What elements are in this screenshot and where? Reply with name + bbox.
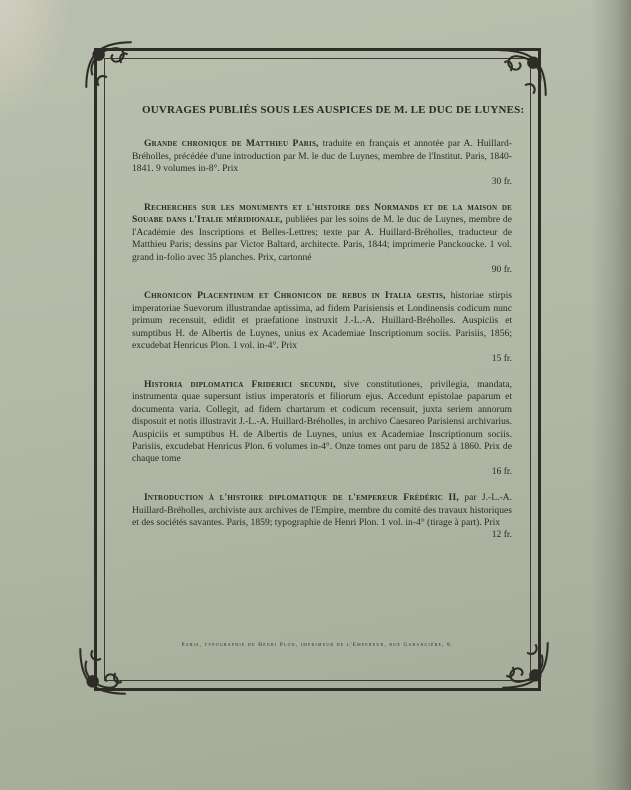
entry-text: historiae stirpis imperatoriae Suevorum illustrandae aptissima, ad fidem Parisiensis et Londinensis codicum nunc primum recensuit, edidit et praefatione instruxit J.-L.-A. Huillard-Bréholles. Auspiciis et sumptibus H. de Albertis de Luynes, unius ex Academiae Inscriptionum sociis. Parisiis, 1856; excudebat Henricus Plon. 1 vol. in-4°. Prix <box>132 290 512 352</box>
catalogue-entry <box>132 202 512 276</box>
entry-price: 12 fr. <box>491 529 512 541</box>
entry-text: sive constitutiones, privilegia, mandata, instrumenta quae supersunt istius imperatoris et filiorum ejus. Accedunt epistolae paparum et documenta varia. Collegit, ad fidem chartarum et codicum recensuit, juxta seriem annorum disposuit et notis illustravit J.-L.-A. Huillard-Bréholles, in archivo Caesareo Parisiensi archivarius. Auspiciis et sumptibus H. de Albertis de Luynes, unius ex Academiae Inscriptionum sociis. Parisiis, excudebat Henricus Plon. 6 volumes in-4°. Onze tomes ont paru de 1852 à 1860. Prix de chaque tome <box>132 378 512 465</box>
entry-price: 15 fr. <box>491 352 512 364</box>
entry-title: Historia diplomatica Friderici secundi, <box>144 378 336 390</box>
corner-ornament-top-left-icon <box>78 34 140 96</box>
entry-price: 30 fr. <box>491 175 512 187</box>
entry-price: 16 fr. <box>491 465 512 477</box>
catalogue-entry <box>132 290 512 364</box>
catalogue-entry <box>132 138 512 188</box>
corner-ornament-top-right-icon <box>492 42 554 104</box>
entry-text: traduite en français et annotée par A. Huillard-Bréholles, précédée d'une introduction par M. le duc de Luynes, membre de l'Institut. Paris, 1840-1841. 9 volumes in-8°. Prix <box>132 138 512 175</box>
entry-title: Recherches sur les monuments et l'histoire des Normands et de la maison de Souabe dans l'Italie méridionale, <box>132 202 512 226</box>
corner-ornament-bottom-left-icon <box>72 640 134 702</box>
catalogue-content <box>132 104 525 556</box>
catalogue-entry <box>132 379 512 478</box>
catalogue-heading: OUVRAGES PUBLIÉS SOUS LES AUSPICES DE M. LE DUC DE LUYNES: <box>142 104 525 116</box>
entry-text: publiées par les soins de M. le duc de Luynes, membre de l'Académie des Inscriptions et Belles-Lettres; texte par A. Huillard-Bréholles, traducteur de Matthieu Paris; dessins par Victor Baltard, architecte. Paris, 1844; imprimerie Panckoucke. 1 vol. grand in-folio avec 35 planches. Prix, cartonné <box>132 214 512 263</box>
paper-wear <box>0 0 70 120</box>
entry-title: Introduction à l'histoire diplomatique de l'empereur Frédéric II, <box>144 492 460 504</box>
spine-shadow <box>591 0 631 790</box>
entry-title: Chronicon Placentinum et Chronicon de rebus in Italia gestis, <box>144 290 446 302</box>
printer-imprint: Paris, typographie de Henri Plon, imprimeur de l'Empereur, rue Garancière, 8. <box>181 642 454 648</box>
entry-price: 90 fr. <box>491 264 512 276</box>
entry-text: par J.-L.-A. Huillard-Bréholles, archiviste aux archives de l'Empire, membre du comité des travaux historiques et des sociétés savantes. Paris, 1859; typographie de Henri Plon. 1 vol. in-4° (tirage à part). Prix <box>132 492 512 528</box>
catalogue-entry <box>132 492 512 542</box>
entry-title: Grande chronique de Matthieu Paris, <box>144 138 319 150</box>
